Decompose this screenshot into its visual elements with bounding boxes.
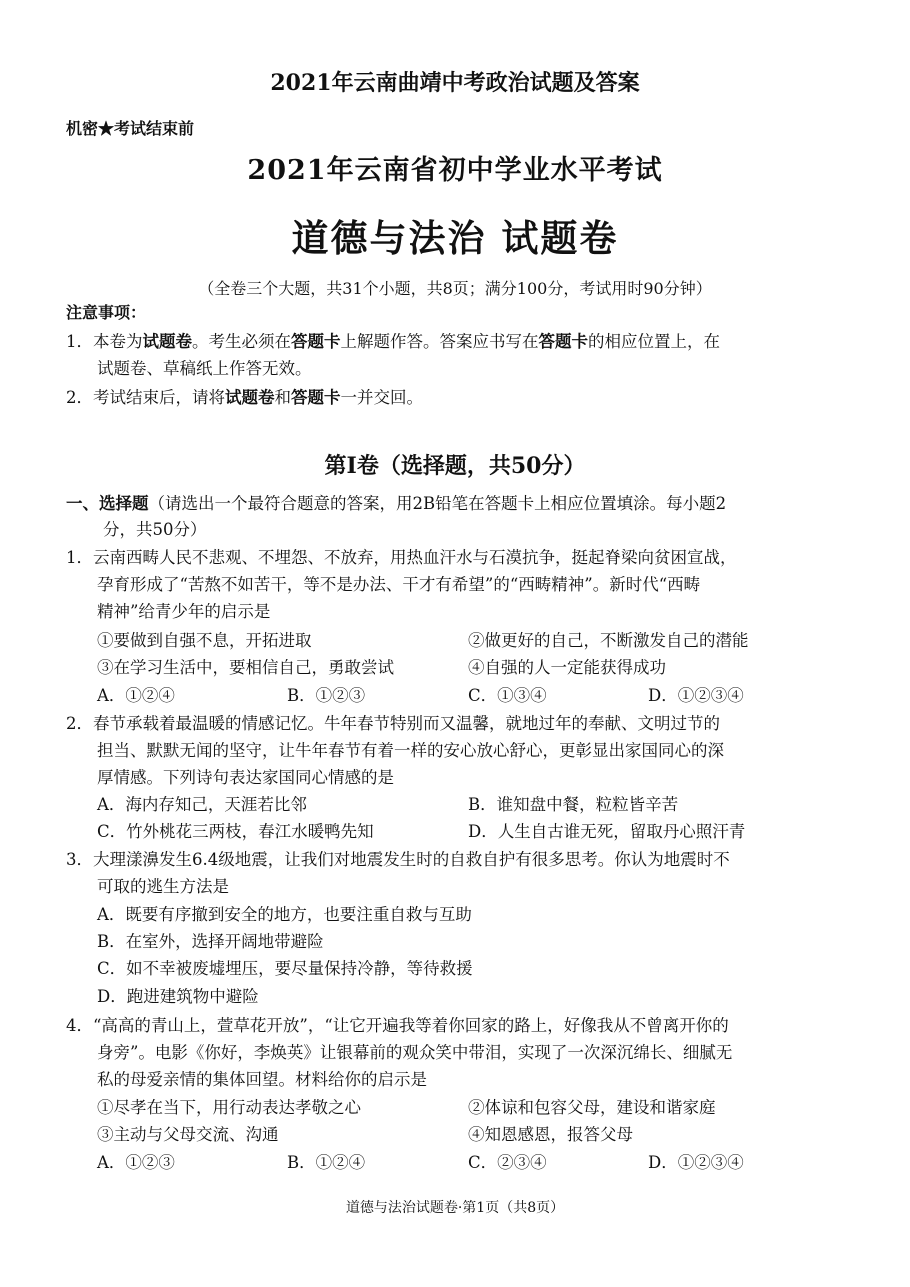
document-title: 2021年云南曲靖中考政治试题及答案 xyxy=(270,70,640,96)
notice-bold: 答题卡 xyxy=(291,388,341,407)
q4-stem-line: 私的母爱亲情的集体回望。材料给你的启示是 xyxy=(97,1070,427,1089)
section-heading-bold: 一、选择题 xyxy=(66,494,149,513)
q3-stem-line: 3．大理漾濞发生6.4级地震，让我们对地震发生时的自救自护有很多思考。你认为地震时不 xyxy=(66,850,730,869)
exam-title: 2021年云南省初中学业水平考试 xyxy=(247,155,663,186)
notice-text: 上解题作答。答案应书写在 xyxy=(340,332,539,351)
q1-stem-line: 精神”给青少年的启示是 xyxy=(97,602,271,621)
q4-statement: ④知恩感恩，报答父母 xyxy=(468,1125,633,1144)
q4-option-b: B．①②④ xyxy=(287,1153,366,1172)
notice-bold: 答题卡 xyxy=(538,332,588,351)
section-heading-cont: 分，共50分） xyxy=(103,520,207,539)
q4-stem-line: 4．“高高的青山上，萱草花开放”，“让它开遍我等着你回家的路上，好像我从不曾离开你的 xyxy=(66,1016,729,1035)
notice-item-1 xyxy=(66,328,720,355)
q2-option-b: B．谁知盘中餐，粒粒皆辛苦 xyxy=(468,795,679,814)
notice-bold: 试题卷 xyxy=(225,388,275,407)
notice-item-2 xyxy=(66,384,423,411)
q4-statement: ①尽孝在当下，用行动表达孝敬之心 xyxy=(97,1098,361,1117)
q3-stem-line: 可取的逃生方法是 xyxy=(97,877,229,896)
q4-statement: ②体谅和包容父母，建设和谐家庭 xyxy=(468,1098,716,1117)
notice-text: 。考生必须在 xyxy=(192,332,291,351)
q4-option-c: C．②③④ xyxy=(468,1153,547,1172)
q3-option-c: C．如不幸被废墟埋压，要尽量保持冷静，等待救援 xyxy=(97,959,473,978)
page-footer: 道德与法治试题卷·第1页（共8页） xyxy=(345,1200,565,1216)
notice-text: 1．本卷为 xyxy=(66,332,143,351)
q1-stem-line: 孕育形成了“苦熬不如苦干，等不是办法、干才有希望”的“西畴精神”。新时代“西畴 xyxy=(97,575,701,594)
section-heading xyxy=(66,490,726,517)
q1-statement: ②做更好的自己，不断激发自己的潜能 xyxy=(468,631,749,650)
q2-option-c: C．竹外桃花三两枝，春江水暖鸭先知 xyxy=(97,822,374,841)
q3-option-b: B．在室外，选择开阔地带避险 xyxy=(97,932,324,951)
notice-bold: 试题卷 xyxy=(142,332,192,351)
notice-text: 一并交回。 xyxy=(340,388,423,407)
section-heading-text: （请选出一个最符合题意的答案，用2B铅笔在答题卡上相应位置填涂。每小题2 xyxy=(148,494,727,513)
q1-option-a: A．①②④ xyxy=(97,686,175,705)
notice-item-1-cont: 试题卷、草稿纸上作答无效。 xyxy=(97,359,312,378)
q2-stem-line: 2．春节承载着最温暖的情感记忆。牛年春节特别而又温馨，就地过年的奉献、文明过节的 xyxy=(66,714,720,733)
section-title: 第Ⅰ卷（选择题，共50分） xyxy=(324,453,586,479)
notice-text: 2．考试结束后，请将 xyxy=(66,388,225,407)
q1-statement: ④自强的人一定能获得成功 xyxy=(468,658,666,677)
q1-statement: ③在学习生活中，要相信自己，勇敢尝试 xyxy=(97,658,394,677)
q1-statement: ①要做到自强不息，开拓进取 xyxy=(97,631,312,650)
exam-info: （全卷三个大题，共31个小题，共8页；满分100分，考试用时90分钟） xyxy=(198,279,712,298)
notice-text: 的相应位置上，在 xyxy=(588,332,720,351)
q4-option-a: A．①②③ xyxy=(97,1153,175,1172)
q4-statement: ③主动与父母交流、沟通 xyxy=(97,1125,279,1144)
notice-heading: 注意事项： xyxy=(66,303,147,322)
q4-stem-line: 身旁”。电影《你好，李焕英》让银幕前的观众笑中带泪，实现了一次深沉绵长、细腻无 xyxy=(97,1043,733,1062)
notice-text: 和 xyxy=(274,388,291,407)
q2-stem-line: 担当、默默无闻的坚守，让牛年春节有着一样的安心放心舒心，更彰显出家国同心的深 xyxy=(97,741,724,760)
q2-option-a: A．海内存知己，天涯若比邻 xyxy=(97,795,307,814)
confidential-label: 机密★考试结束前 xyxy=(66,119,195,138)
subject-title: 道德与法治 试题卷 xyxy=(291,216,619,260)
q2-stem-line: 厚情感。下列诗句表达家国同心情感的是 xyxy=(97,768,394,787)
q3-option-d: D．跑进建筑物中避险 xyxy=(97,987,259,1006)
q1-option-c: C．①③④ xyxy=(468,686,547,705)
q4-option-d: D．①②③④ xyxy=(648,1153,744,1172)
q3-option-a: A．既要有序撤到安全的地方，也要注重自救与互助 xyxy=(97,905,472,924)
notice-bold: 答题卡 xyxy=(291,332,341,351)
q1-option-d: D．①②③④ xyxy=(648,686,744,705)
q1-option-b: B．①②③ xyxy=(287,686,366,705)
q1-stem-line: 1．云南西畴人民不悲观、不埋怨、不放弃，用热血汗水与石漠抗争，挺起脊梁向贫困宣战， xyxy=(66,548,737,567)
q2-option-d: D．人生自古谁无死，留取丹心照汗青 xyxy=(468,822,746,841)
